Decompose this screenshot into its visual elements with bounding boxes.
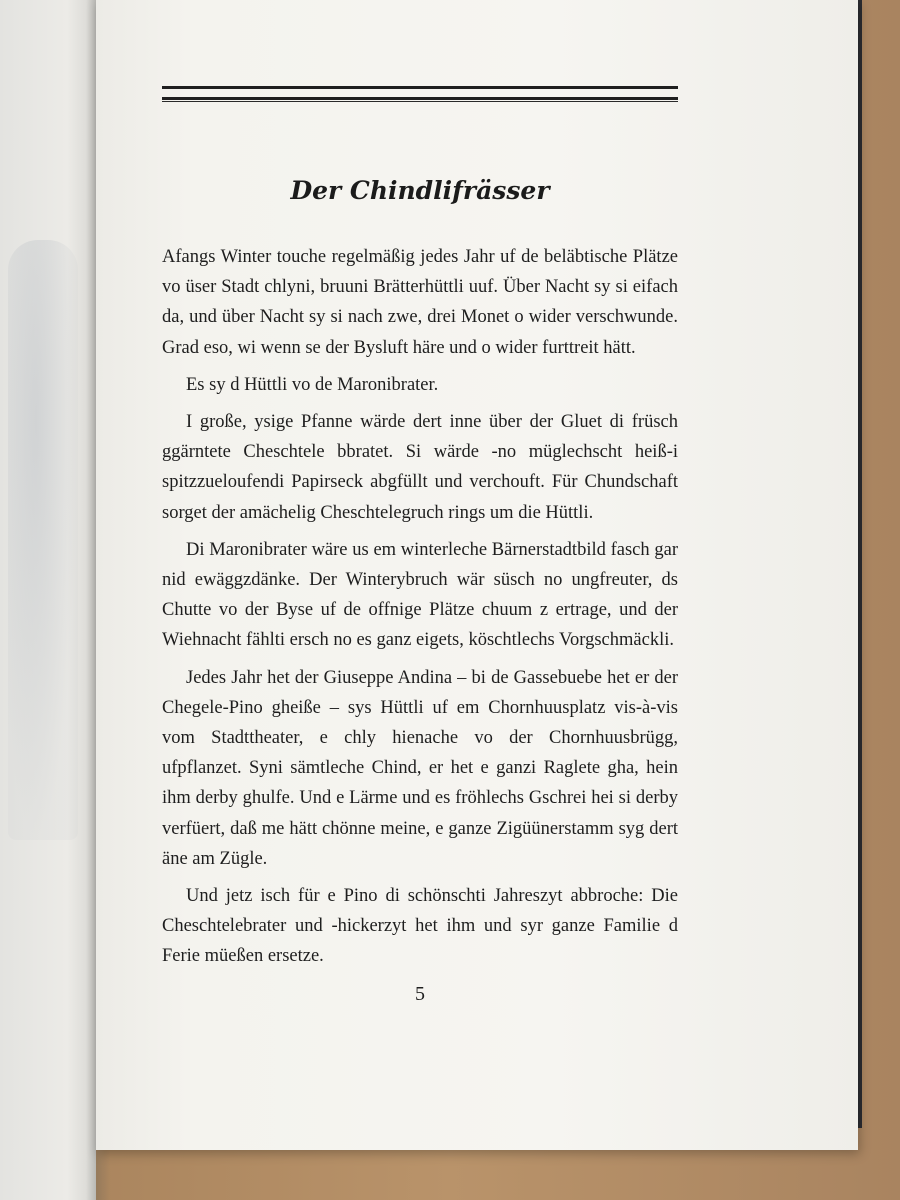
paragraph-6: Und jetz isch für e Pino di schönschti Jahreszyt abbroche: Die Cheschtelebrater und -hickerzyt het ihm und syr ganze Familie d Ferie müeßen ersetze. (162, 886, 678, 967)
facing-page (0, 0, 96, 1200)
show-through-illustration (8, 240, 78, 840)
header-double-rule (162, 86, 678, 100)
paragraph-4: Di Maronibrater wäre us em winterleche Bärnerstadtbild fasch gar nid ewäggzdänke. Der Winterybruch wär süsch no ungfreuter, ds Chutte vo der Byse uf de offnige Plätze chuum z ertrage, und der Wiehnacht fählti ersch no es ganz eigets, köschtlechs Vorgschmäckli. (162, 539, 678, 651)
paragraph-5: Jedes Jahr het der Giuseppe Andina – bi de Gassebuebe het er der Chegele-Pino gheiße – sys Hüttli uf em Chornhuusplatz vis-à-vis vom Stadttheater, e chly hienache vo der Chornhuusbrügg, ufpflanzet. Syni sämtleche Chind, er het e ganzi Raglete gha, hein ihm derby ghulfe. Und e Lärme und es fröhlechs Gschrei hei si derby verfüert, daß me hätt chönne meine, e ganze Zigüünerstamm syg dert äne am Zügle. (162, 667, 678, 869)
header-thin-rule (162, 101, 678, 102)
chapter-body (162, 242, 678, 979)
paragraph-2: Es sy d Hüttli vo de Maronibrater. (186, 374, 439, 395)
paragraph-3: I große, ysige Pfanne wärde dert inne über der Gluet di früsch ggärntete Cheschtele bbratet. Si wärde -no müglechscht heiß-i spitzzueloufendi Papirseck abgfüllt und verchouft. Für Chundschaft sorget der amächelig Cheschtelegruch rings um die Hüttli. (162, 412, 678, 523)
paragraph-1: Afangs Winter touche regelmäßig jedes Jahr uf de beläbtische Plätze vo üser Stadt chlyni, bruuni Brätterhüttli uuf. Über Nacht sy si eifach da, und über Nacht sy si nach zwe, drei Monet o wider verschwunde. Grad eso, wi wenn se der Bysluft häre und o wider furttreit hätt. (162, 247, 678, 358)
chapter-title: Der Chindlifrässer (290, 176, 550, 205)
page-number: 5 (415, 983, 425, 1005)
book-page (96, 0, 858, 1150)
